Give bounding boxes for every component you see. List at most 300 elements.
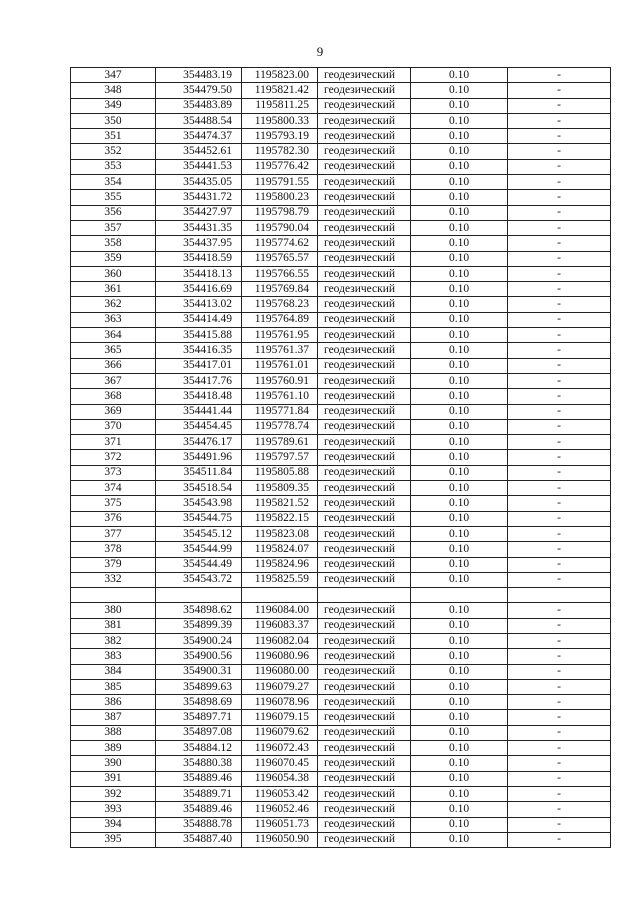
point-number-cell: 356 [71, 205, 156, 220]
x-coordinate-cell: 354416.35 [156, 343, 242, 358]
x-coordinate-cell: 354889.46 [156, 802, 242, 817]
method-cell: геодезический [318, 68, 411, 83]
x-coordinate-cell: 354454.45 [156, 419, 242, 434]
accuracy-cell: 0.10 [411, 802, 508, 817]
y-coordinate-cell: 1195761.37 [242, 343, 318, 358]
table-row [71, 83, 611, 98]
accuracy-cell: 0.10 [411, 435, 508, 450]
method-cell: геодезический [318, 511, 411, 526]
method-cell: геодезический [318, 373, 411, 388]
empty-cell [318, 588, 411, 603]
method-cell: геодезический [318, 328, 411, 343]
x-coordinate-cell: 354476.17 [156, 435, 242, 450]
y-coordinate-cell: 1195824.96 [242, 557, 318, 572]
description-cell: - [508, 312, 611, 327]
description-cell: - [508, 220, 611, 235]
description-cell: - [508, 465, 611, 480]
accuracy-cell: 0.10 [411, 695, 508, 710]
x-coordinate-cell: 354474.37 [156, 129, 242, 144]
point-number-cell: 349 [71, 98, 156, 113]
description-cell: - [508, 373, 611, 388]
table-row [71, 236, 611, 251]
y-coordinate-cell: 1196070.45 [242, 756, 318, 771]
point-number-cell: 359 [71, 251, 156, 266]
table-row [71, 496, 611, 511]
description-cell: - [508, 695, 611, 710]
method-cell: геодезический [318, 236, 411, 251]
method-cell: геодезический [318, 741, 411, 756]
point-number-cell: 373 [71, 465, 156, 480]
accuracy-cell: 0.10 [411, 419, 508, 434]
description-cell: - [508, 435, 611, 450]
accuracy-cell: 0.10 [411, 389, 508, 404]
point-number-cell: 382 [71, 633, 156, 648]
point-number-cell: 361 [71, 282, 156, 297]
table-row [71, 710, 611, 725]
x-coordinate-cell: 354899.39 [156, 618, 242, 633]
x-coordinate-cell: 354898.69 [156, 695, 242, 710]
x-coordinate-cell: 354884.12 [156, 741, 242, 756]
table-row [71, 404, 611, 419]
y-coordinate-cell: 1195823.00 [242, 68, 318, 83]
table-row [71, 328, 611, 343]
point-number-cell: 387 [71, 710, 156, 725]
table-row [71, 679, 611, 694]
table-row [71, 450, 611, 465]
empty-cell [242, 588, 318, 603]
y-coordinate-cell: 1195797.57 [242, 450, 318, 465]
y-coordinate-cell: 1195768.23 [242, 297, 318, 312]
method-cell: геодезический [318, 649, 411, 664]
method-cell: геодезический [318, 572, 411, 587]
x-coordinate-cell: 354511.84 [156, 465, 242, 480]
accuracy-cell: 0.10 [411, 649, 508, 664]
table-row [71, 572, 611, 587]
accuracy-cell: 0.10 [411, 113, 508, 128]
point-number-cell: 353 [71, 159, 156, 174]
accuracy-cell: 0.10 [411, 496, 508, 511]
method-cell: геодезический [318, 557, 411, 572]
description-cell: - [508, 786, 611, 801]
table-row [71, 802, 611, 817]
y-coordinate-cell: 1196080.00 [242, 664, 318, 679]
table-row [71, 817, 611, 832]
point-number-cell: 358 [71, 236, 156, 251]
method-cell: геодезический [318, 98, 411, 113]
x-coordinate-cell: 354897.71 [156, 710, 242, 725]
accuracy-cell: 0.10 [411, 266, 508, 281]
y-coordinate-cell: 1195774.62 [242, 236, 318, 251]
description-cell: - [508, 98, 611, 113]
y-coordinate-cell: 1195822.15 [242, 511, 318, 526]
y-coordinate-cell: 1195811.25 [242, 98, 318, 113]
method-cell: геодезический [318, 725, 411, 740]
x-coordinate-cell: 354900.24 [156, 633, 242, 648]
accuracy-cell: 0.10 [411, 450, 508, 465]
x-coordinate-cell: 354897.08 [156, 725, 242, 740]
table-row [71, 465, 611, 480]
table-row [71, 786, 611, 801]
x-coordinate-cell: 354888.78 [156, 817, 242, 832]
accuracy-cell: 0.10 [411, 511, 508, 526]
y-coordinate-cell: 1195825.59 [242, 572, 318, 587]
table-row [71, 113, 611, 128]
accuracy-cell: 0.10 [411, 236, 508, 251]
group-separator-row [71, 588, 611, 603]
accuracy-cell: 0.10 [411, 725, 508, 740]
method-cell: геодезический [318, 220, 411, 235]
description-cell: - [508, 343, 611, 358]
x-coordinate-cell: 354435.05 [156, 175, 242, 190]
point-number-cell: 357 [71, 220, 156, 235]
description-cell: - [508, 618, 611, 633]
x-coordinate-cell: 354900.31 [156, 664, 242, 679]
y-coordinate-cell: 1195798.79 [242, 205, 318, 220]
method-cell: геодезический [318, 435, 411, 450]
table-row [71, 756, 611, 771]
description-cell: - [508, 572, 611, 587]
method-cell: геодезический [318, 465, 411, 480]
description-cell: - [508, 649, 611, 664]
x-coordinate-cell: 354431.35 [156, 220, 242, 235]
method-cell: геодезический [318, 175, 411, 190]
point-number-cell: 389 [71, 741, 156, 756]
point-number-cell: 393 [71, 802, 156, 817]
x-coordinate-cell: 354418.48 [156, 389, 242, 404]
table-row [71, 542, 611, 557]
table-row [71, 832, 611, 847]
accuracy-cell: 0.10 [411, 679, 508, 694]
point-number-cell: 332 [71, 572, 156, 587]
method-cell: геодезический [318, 358, 411, 373]
accuracy-cell: 0.10 [411, 312, 508, 327]
table-row [71, 771, 611, 786]
x-coordinate-cell: 354441.53 [156, 159, 242, 174]
x-coordinate-cell: 354491.96 [156, 450, 242, 465]
description-cell: - [508, 129, 611, 144]
y-coordinate-cell: 1195764.89 [242, 312, 318, 327]
method-cell: геодезический [318, 404, 411, 419]
method-cell: геодезический [318, 297, 411, 312]
point-number-cell: 392 [71, 786, 156, 801]
table-row [71, 664, 611, 679]
y-coordinate-cell: 1195789.61 [242, 435, 318, 450]
accuracy-cell: 0.10 [411, 771, 508, 786]
table-row [71, 205, 611, 220]
y-coordinate-cell: 1195769.84 [242, 282, 318, 297]
accuracy-cell: 0.10 [411, 557, 508, 572]
x-coordinate-cell: 354543.98 [156, 496, 242, 511]
table-row [71, 144, 611, 159]
description-cell: - [508, 481, 611, 496]
x-coordinate-cell: 354544.49 [156, 557, 242, 572]
x-coordinate-cell: 354414.49 [156, 312, 242, 327]
empty-cell [71, 588, 156, 603]
accuracy-cell: 0.10 [411, 297, 508, 312]
y-coordinate-cell: 1195782.30 [242, 144, 318, 159]
y-coordinate-cell: 1195760.91 [242, 373, 318, 388]
method-cell: геодезический [318, 802, 411, 817]
point-number-cell: 369 [71, 404, 156, 419]
point-number-cell: 362 [71, 297, 156, 312]
description-cell: - [508, 83, 611, 98]
description-cell: - [508, 389, 611, 404]
accuracy-cell: 0.10 [411, 343, 508, 358]
coordinates-table [70, 67, 611, 848]
accuracy-cell: 0.10 [411, 98, 508, 113]
point-number-cell: 368 [71, 389, 156, 404]
x-coordinate-cell: 354488.54 [156, 113, 242, 128]
description-cell: - [508, 236, 611, 251]
point-number-cell: 365 [71, 343, 156, 358]
method-cell: геодезический [318, 756, 411, 771]
description-cell: - [508, 756, 611, 771]
method-cell: геодезический [318, 144, 411, 159]
x-coordinate-cell: 354899.63 [156, 679, 242, 694]
y-coordinate-cell: 1196053.42 [242, 786, 318, 801]
method-cell: геодезический [318, 205, 411, 220]
description-cell: - [508, 741, 611, 756]
y-coordinate-cell: 1196079.15 [242, 710, 318, 725]
accuracy-cell: 0.10 [411, 542, 508, 557]
point-number-cell: 351 [71, 129, 156, 144]
accuracy-cell: 0.10 [411, 633, 508, 648]
description-cell: - [508, 496, 611, 511]
accuracy-cell: 0.10 [411, 175, 508, 190]
y-coordinate-cell: 1195778.74 [242, 419, 318, 434]
table-row [71, 297, 611, 312]
accuracy-cell: 0.10 [411, 404, 508, 419]
table-row [71, 175, 611, 190]
y-coordinate-cell: 1195761.01 [242, 358, 318, 373]
accuracy-cell: 0.10 [411, 710, 508, 725]
table-row [71, 725, 611, 740]
y-coordinate-cell: 1196083.37 [242, 618, 318, 633]
point-number-cell: 390 [71, 756, 156, 771]
description-cell: - [508, 817, 611, 832]
description-cell: - [508, 419, 611, 434]
accuracy-cell: 0.10 [411, 129, 508, 144]
accuracy-cell: 0.10 [411, 618, 508, 633]
description-cell: - [508, 282, 611, 297]
point-number-cell: 366 [71, 358, 156, 373]
accuracy-cell: 0.10 [411, 786, 508, 801]
description-cell: - [508, 679, 611, 694]
point-number-cell: 394 [71, 817, 156, 832]
y-coordinate-cell: 1195766.55 [242, 266, 318, 281]
table-row [71, 373, 611, 388]
x-coordinate-cell: 354437.95 [156, 236, 242, 251]
accuracy-cell: 0.10 [411, 190, 508, 205]
point-number-cell: 364 [71, 328, 156, 343]
method-cell: геодезический [318, 633, 411, 648]
y-coordinate-cell: 1196051.73 [242, 817, 318, 832]
y-coordinate-cell: 1195824.07 [242, 542, 318, 557]
y-coordinate-cell: 1195765.57 [242, 251, 318, 266]
y-coordinate-cell: 1195821.52 [242, 496, 318, 511]
x-coordinate-cell: 354417.76 [156, 373, 242, 388]
point-number-cell: 391 [71, 771, 156, 786]
point-number-cell: 380 [71, 603, 156, 618]
y-coordinate-cell: 1195761.10 [242, 389, 318, 404]
method-cell: геодезический [318, 603, 411, 618]
point-number-cell: 388 [71, 725, 156, 740]
description-cell: - [508, 664, 611, 679]
point-number-cell: 378 [71, 542, 156, 557]
accuracy-cell: 0.10 [411, 83, 508, 98]
y-coordinate-cell: 1196079.62 [242, 725, 318, 740]
accuracy-cell: 0.10 [411, 832, 508, 847]
y-coordinate-cell: 1195800.33 [242, 113, 318, 128]
point-number-cell: 350 [71, 113, 156, 128]
x-coordinate-cell: 354427.97 [156, 205, 242, 220]
x-coordinate-cell: 354483.89 [156, 98, 242, 113]
table-row [71, 435, 611, 450]
point-number-cell: 352 [71, 144, 156, 159]
table-row [71, 481, 611, 496]
description-cell: - [508, 450, 611, 465]
method-cell: геодезический [318, 679, 411, 694]
description-cell: - [508, 542, 611, 557]
method-cell: геодезический [318, 343, 411, 358]
point-number-cell: 386 [71, 695, 156, 710]
y-coordinate-cell: 1195809.35 [242, 481, 318, 496]
method-cell: геодезический [318, 251, 411, 266]
method-cell: геодезический [318, 710, 411, 725]
description-cell: - [508, 725, 611, 740]
method-cell: геодезический [318, 542, 411, 557]
table-row [71, 557, 611, 572]
x-coordinate-cell: 354544.75 [156, 511, 242, 526]
description-cell: - [508, 511, 611, 526]
method-cell: геодезический [318, 389, 411, 404]
accuracy-cell: 0.10 [411, 741, 508, 756]
x-coordinate-cell: 354415.88 [156, 328, 242, 343]
table-row [71, 633, 611, 648]
point-number-cell: 379 [71, 557, 156, 572]
method-cell: геодезический [318, 695, 411, 710]
description-cell: - [508, 771, 611, 786]
table-row [71, 190, 611, 205]
accuracy-cell: 0.10 [411, 220, 508, 235]
x-coordinate-cell: 354889.46 [156, 771, 242, 786]
description-cell: - [508, 205, 611, 220]
point-number-cell: 360 [71, 266, 156, 281]
table-row [71, 98, 611, 113]
method-cell: геодезический [318, 450, 411, 465]
table-row [71, 389, 611, 404]
method-cell: геодезический [318, 113, 411, 128]
accuracy-cell: 0.10 [411, 68, 508, 83]
y-coordinate-cell: 1196084.00 [242, 603, 318, 618]
table-row [71, 220, 611, 235]
method-cell: геодезический [318, 83, 411, 98]
accuracy-cell: 0.10 [411, 817, 508, 832]
accuracy-cell: 0.10 [411, 251, 508, 266]
description-cell: - [508, 328, 611, 343]
method-cell: геодезический [318, 159, 411, 174]
description-cell: - [508, 113, 611, 128]
description-cell: - [508, 802, 611, 817]
description-cell: - [508, 159, 611, 174]
accuracy-cell: 0.10 [411, 603, 508, 618]
method-cell: геодезический [318, 419, 411, 434]
accuracy-cell: 0.10 [411, 282, 508, 297]
x-coordinate-cell: 354543.72 [156, 572, 242, 587]
empty-cell [156, 588, 242, 603]
x-coordinate-cell: 354413.02 [156, 297, 242, 312]
x-coordinate-cell: 354518.54 [156, 481, 242, 496]
x-coordinate-cell: 354418.59 [156, 251, 242, 266]
y-coordinate-cell: 1195791.55 [242, 175, 318, 190]
x-coordinate-cell: 354479.50 [156, 83, 242, 98]
x-coordinate-cell: 354416.69 [156, 282, 242, 297]
table-row [71, 266, 611, 281]
table-row [71, 358, 611, 373]
x-coordinate-cell: 354452.61 [156, 144, 242, 159]
table-row [71, 618, 611, 633]
method-cell: геодезический [318, 312, 411, 327]
accuracy-cell: 0.10 [411, 144, 508, 159]
method-cell: геодезический [318, 129, 411, 144]
x-coordinate-cell: 354544.99 [156, 542, 242, 557]
method-cell: геодезический [318, 817, 411, 832]
y-coordinate-cell: 1195790.04 [242, 220, 318, 235]
table-row [71, 343, 611, 358]
table-row [71, 649, 611, 664]
y-coordinate-cell: 1196082.04 [242, 633, 318, 648]
y-coordinate-cell: 1195771.84 [242, 404, 318, 419]
page-number: 9 [316, 44, 324, 59]
point-number-cell: 367 [71, 373, 156, 388]
point-number-cell: 381 [71, 618, 156, 633]
y-coordinate-cell: 1196054.38 [242, 771, 318, 786]
description-cell: - [508, 832, 611, 847]
description-cell: - [508, 404, 611, 419]
method-cell: геодезический [318, 190, 411, 205]
accuracy-cell: 0.10 [411, 756, 508, 771]
accuracy-cell: 0.10 [411, 373, 508, 388]
y-coordinate-cell: 1195823.08 [242, 526, 318, 541]
description-cell: - [508, 526, 611, 541]
y-coordinate-cell: 1195800.23 [242, 190, 318, 205]
table-row [71, 603, 611, 618]
x-coordinate-cell: 354441.44 [156, 404, 242, 419]
method-cell: геодезический [318, 481, 411, 496]
point-number-cell: 395 [71, 832, 156, 847]
point-number-cell: 374 [71, 481, 156, 496]
table-row [71, 282, 611, 297]
table-row [71, 312, 611, 327]
method-cell: геодезический [318, 771, 411, 786]
description-cell: - [508, 603, 611, 618]
table-row [71, 695, 611, 710]
description-cell: - [508, 251, 611, 266]
x-coordinate-cell: 354418.13 [156, 266, 242, 281]
accuracy-cell: 0.10 [411, 205, 508, 220]
description-cell: - [508, 175, 611, 190]
point-number-cell: 385 [71, 679, 156, 694]
table-row [71, 129, 611, 144]
description-cell: - [508, 710, 611, 725]
point-number-cell: 370 [71, 419, 156, 434]
point-number-cell: 347 [71, 68, 156, 83]
y-coordinate-cell: 1195793.19 [242, 129, 318, 144]
x-coordinate-cell: 354417.01 [156, 358, 242, 373]
point-number-cell: 377 [71, 526, 156, 541]
y-coordinate-cell: 1195761.95 [242, 328, 318, 343]
empty-cell [508, 588, 611, 603]
